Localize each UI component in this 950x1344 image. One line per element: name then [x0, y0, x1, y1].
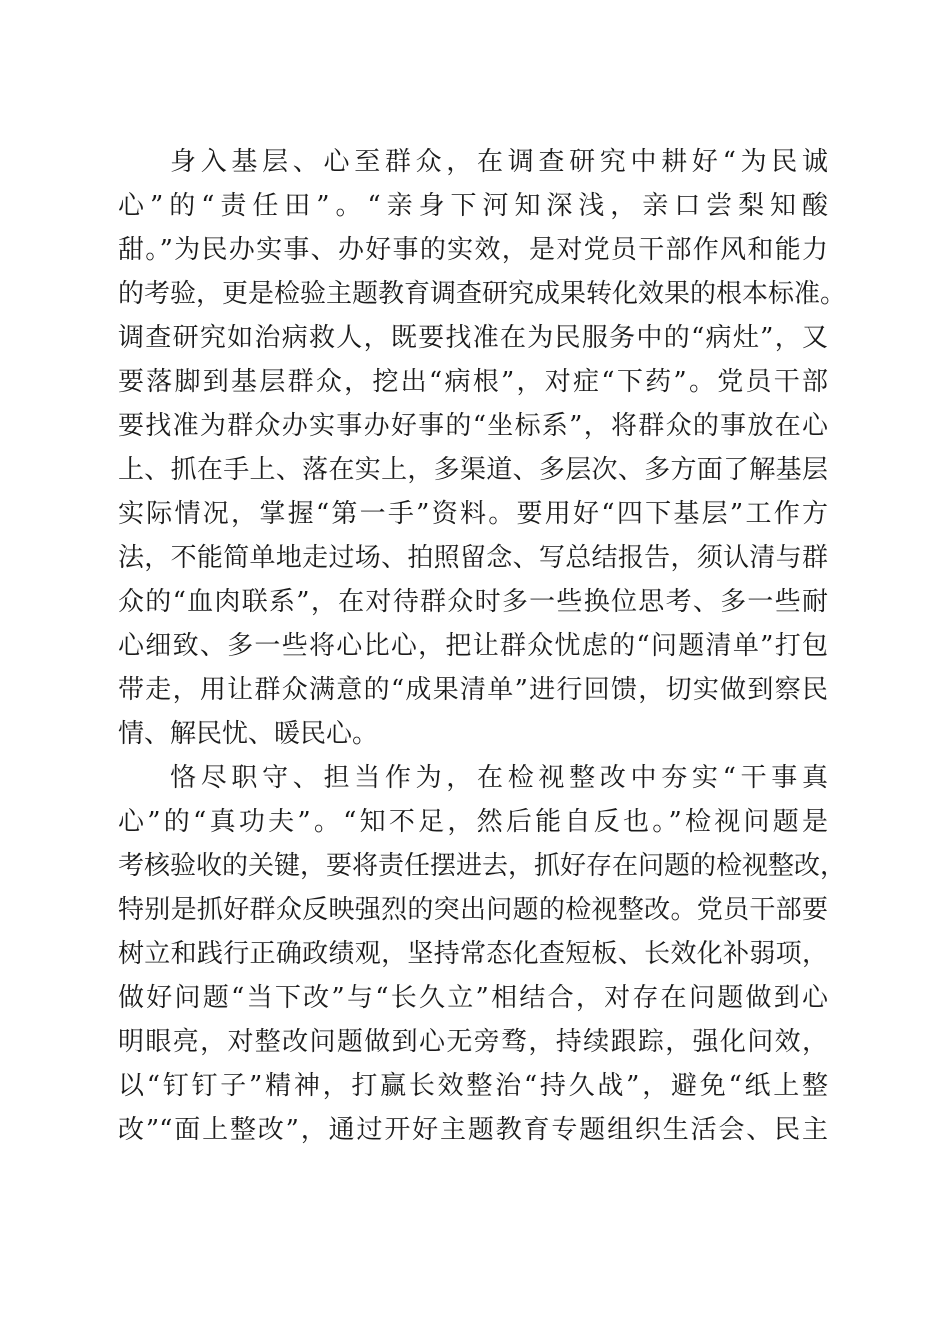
paragraph-1-line-9: 实际情况，掌握“第一手”资料。要用好“四下基层”工作方 [118, 499, 828, 529]
paragraph-2-line-9: 改”“面上整改”，通过开好主题教育专题组织生活会、民主 [118, 1115, 828, 1145]
paragraph-2-line-1: 恪尽职守、担当作为，在检视整改中夯实“干事真 [170, 763, 828, 793]
paragraph-1-line-3: 甜。”为民办实事、办好事的实效，是对党员干部作风和能力 [118, 235, 828, 265]
paragraph-1-line-7: 要找准为群众办实事办好事的“坐标系”，将群众的事放在心 [118, 411, 828, 441]
paragraph-1-line-4: 的考验，更是检验主题教育调查研究成果转化效果的根本标准。 [118, 279, 847, 309]
paragraph-1-line-13: 带走，用让群众满意的“成果清单”进行回馈，切实做到察民 [118, 675, 828, 705]
paragraph-2-line-4: 特别是抓好群众反映强烈的突出问题的检视整改。党员干部要 [118, 895, 828, 925]
paragraph-2-line-5: 树立和践行正确政绩观，坚持常态化查短板、长效化补弱项， [118, 939, 828, 969]
paragraph-2-line-2: 心”的“真功夫”。“知不足，然后能自反也。”检视问题是 [118, 807, 828, 837]
paragraph-2-line-8: 以“钉钉子”精神，打赢长效整治“持久战”，避免“纸上整 [118, 1071, 828, 1101]
paragraph-1-line-10: 法，不能简单地走过场、拍照留念、写总结报告，须认清与群 [118, 543, 828, 573]
paragraph-2-line-6: 做好问题“当下改”与“长久立”相结合，对存在问题做到心 [118, 983, 828, 1013]
paragraph-1-line-5: 调查研究如治病救人，既要找准在为民服务中的“病灶”，又 [118, 323, 828, 353]
paragraph-1-line-11: 众的“血肉联系”，在对待群众时多一些换位思考、多一些耐 [118, 587, 828, 617]
paragraph-1-line-6: 要落脚到基层群众，挖出“病根”，对症“下药”。党员干部 [118, 367, 828, 397]
paragraph-1-line-1: 身入基层、心至群众，在调查研究中耕好“为民诚 [170, 147, 828, 177]
paragraph-1-line-14: 情、解民忧、暖民心。 [118, 719, 379, 749]
paragraph-2-line-3: 考核验收的关键，要将责任摆进去，抓好存在问题的检视整改， [118, 851, 847, 881]
paragraph-2-line-7: 明眼亮，对整改问题做到心无旁骛，持续跟踪，强化问效， [118, 1027, 828, 1057]
paragraph-1-line-12: 心细致、多一些将心比心，把让群众忧虑的“问题清单”打包 [118, 631, 828, 661]
paragraph-1-line-2: 心”的“责任田”。“亲身下河知深浅，亲口尝梨知酸 [118, 191, 828, 221]
paragraph-1-line-8: 上、抓在手上、落在实上，多渠道、多层次、多方面了解基层 [118, 455, 828, 485]
